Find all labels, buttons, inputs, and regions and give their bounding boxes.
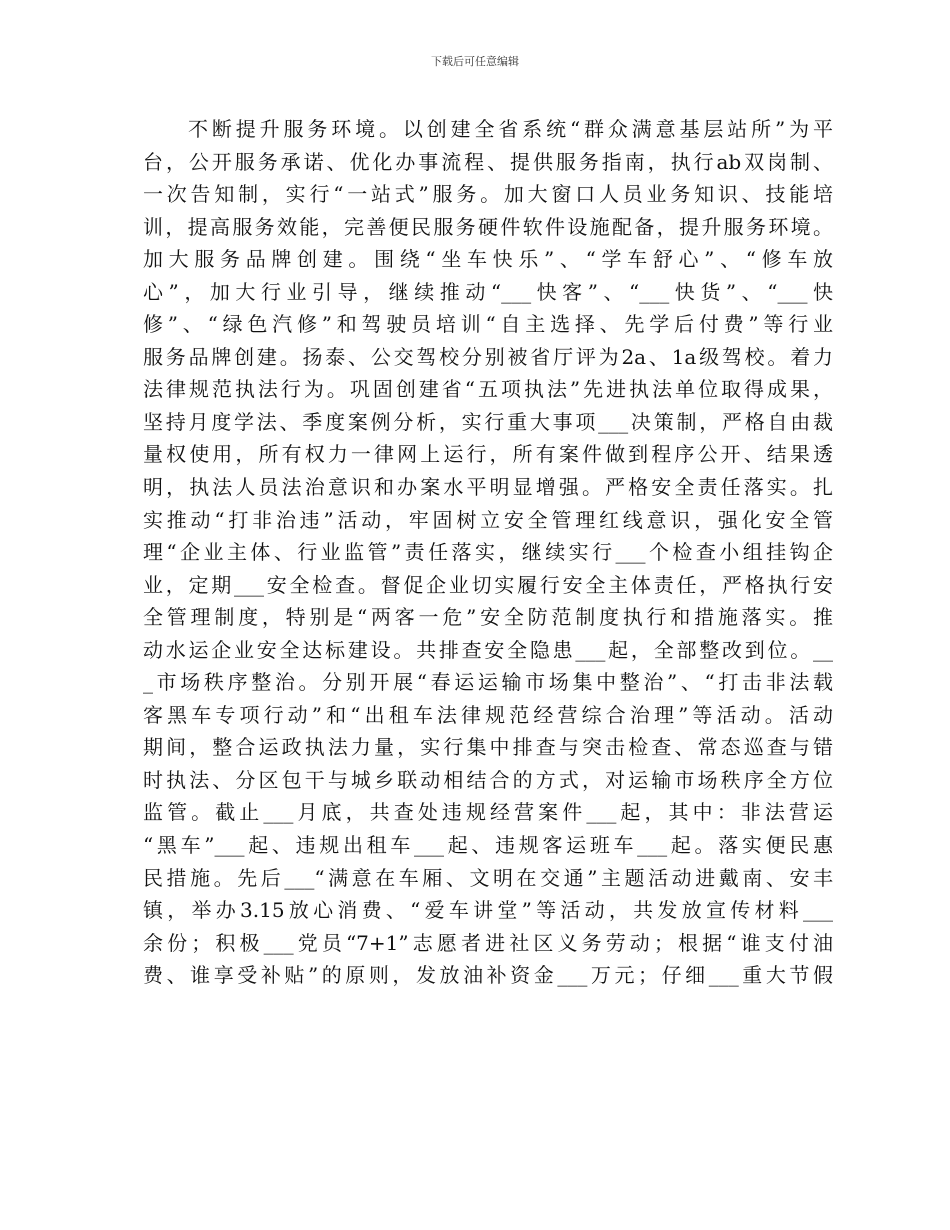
text-line: 心”，加大行业引导，继续推动“___快客”、“___快货”、“___快 <box>143 279 833 304</box>
text-line: 法律规范执法行为。巩固创建省“五项执法”先进执法单位取得成果， <box>143 377 833 402</box>
text-line: 不断提升服务环境。以创建全省系统“群众满意基层站所”为平 <box>188 117 833 141</box>
text-line: 业，定期___安全检查。督促企业切实履行安全主体责任，严格执行安 <box>143 572 833 597</box>
text-line: 服务品牌创建。扬泰、公交驾校分别被省厅评为2a、1a级驾校。着力 <box>143 344 833 369</box>
text-line: 监管。截止___月底，共查处违规经营案件___起，其中：非法营运 <box>143 800 833 825</box>
text-line: 加大服务品牌创建。围绕“坐车快乐”、“学车舒心”、“修车放 <box>143 247 833 272</box>
text-line: 理“企业主体、行业监管”责任落实，继续实行___个检查小组挂钩企 <box>143 540 833 565</box>
text-line: 训，提高服务效能，完善便民服务硬件软件设施配备，提升服务环境。 <box>143 214 833 239</box>
text-line: 余份；积极___党员“7+1”志愿者进社区义务劳动；根据“谁支付油 <box>143 930 833 955</box>
text-line: 镇，举办3.15放心消费、“爱车讲堂”等活动，共发放宣传材料___ <box>143 898 833 923</box>
text-line: 期间，整合运政执法力量，实行集中排查与突击检查、常态巡查与错 <box>143 735 833 760</box>
body-paragraph <box>143 113 833 992</box>
text-line: 台，公开服务承诺、优化办事流程、提供服务指南，执行ab双岗制、 <box>143 149 833 174</box>
text-line: 客黑车专项行动”和“出租车法律规范经营综合治理”等活动。活动 <box>143 702 833 727</box>
text-line: 民措施。先后___“满意在车厢、文明在交通”主题活动进戴南、安丰 <box>143 865 833 890</box>
text-line: “黑车”___起、违规出租车___起、违规客运班车___起。落实便民惠 <box>143 833 833 858</box>
text-line: 时执法、分区包干与城乡联动相结合的方式，对运输市场秩序全方位 <box>143 767 833 792</box>
text-line: 坚持月度学法、季度案例分析，实行重大事项___决策制，严格自由裁 <box>143 409 833 434</box>
text-line: _市场秩序整治。分别开展“春运运输市场集中整治”、“打击非法载 <box>143 670 833 695</box>
text-line: 量权使用，所有权力一律网上运行，所有案件做到程序公开、结果透 <box>143 442 833 467</box>
text-line: 实推动“打非治违”活动，牢固树立安全管理红线意识，强化安全管 <box>143 507 833 532</box>
text-line: 全管理制度，特别是“两客一危”安全防范制度执行和措施落实。推 <box>143 605 833 630</box>
text-line: 动水运企业安全达标建设。共排查安全隐患___起，全部整改到位。__ <box>143 637 833 662</box>
text-line: 一次告知制，实行“一站式”服务。加大窗口人员业务知识、技能培 <box>143 182 833 207</box>
text-line: 费、谁享受补贴”的原则，发放油补资金___万元；仔细___重大节假 <box>143 963 833 988</box>
text-line: 明，执法人员法治意识和办案水平明显增强。严格安全责任落实。扎 <box>143 475 833 500</box>
page-header-note: 下载后可任意编辑 <box>431 55 519 68</box>
text-line: 修”、“绿色汽修”和驾驶员培训“自主选择、先学后付费”等行业 <box>143 312 833 337</box>
